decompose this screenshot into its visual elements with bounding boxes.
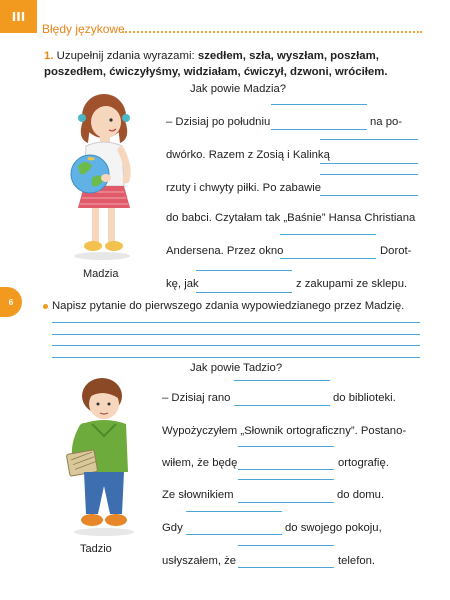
madzia-line-2-text: dwórko. Razem z Zosią i Kalinką (166, 149, 330, 161)
answer-line[interactable] (238, 469, 334, 470)
tadzio-line-5-text: Gdy (162, 522, 183, 534)
section-title: Błędy językowe (42, 22, 125, 36)
page-number-tab: 6 (0, 287, 22, 317)
answer-line[interactable] (52, 322, 420, 323)
answer-line[interactable] (238, 446, 334, 447)
answer-line[interactable] (280, 234, 376, 235)
answer-line[interactable] (238, 502, 334, 503)
tadzio-boy-illustration (62, 374, 142, 538)
answer-line[interactable] (186, 534, 282, 535)
madzia-name-label: Madzia (83, 268, 119, 280)
answer-line[interactable] (52, 345, 420, 346)
tadzio-line-2-text: Wypożyczyłem „Słownik ortograficzny”. Postano- (162, 425, 407, 437)
answer-line[interactable] (238, 567, 334, 568)
madzia-line-5-end: Dorot- (380, 245, 412, 257)
answer-line[interactable] (234, 405, 330, 406)
task-1-instruction (44, 48, 424, 80)
madzia-line-4-text: do babci. Czytałam tak „Baśnie” Hansa Christiana (166, 212, 416, 224)
dotted-divider (122, 31, 422, 33)
madzia-line-3-text: rzuty i chwyty piłki. Po zabawie (166, 182, 322, 194)
answer-line[interactable] (320, 174, 418, 175)
task-number: 1. (44, 50, 54, 62)
answer-line[interactable] (320, 195, 418, 196)
task-1-word-bank: szedłem, szła, wyszłam, poszłam, poszedłem, ćwiczyłyśmy, widziałam, ćwiczył, dzwoni, wróciłem. (44, 50, 388, 78)
tadzio-heading: Jak powie Tadzio? (190, 362, 283, 374)
tadzio-name-label: Tadzio (80, 543, 112, 555)
answer-line[interactable] (234, 380, 330, 381)
tadzio-line-6-text: usłyszałem, że (162, 555, 237, 567)
tadzio-line-4-text: Ze słownikiem (162, 489, 234, 501)
madzia-heading: Jak powie Madzia? (190, 83, 287, 95)
answer-line[interactable] (320, 163, 418, 164)
tadzio-line-4-end: do domu. (337, 489, 385, 501)
madzia-line-1-end: na po- (370, 116, 403, 128)
answer-line[interactable] (238, 545, 334, 546)
madzia-line-6-end: z zakupami ze sklepu. (296, 278, 408, 290)
madzia-girl-illustration (66, 88, 146, 263)
tadzio-line-6-end: telefon. (338, 555, 376, 567)
madzia-line-6-text: kę, jak (166, 278, 199, 290)
answer-line[interactable] (280, 258, 376, 259)
tadzio-line-3-end: ortografię. (338, 457, 389, 469)
tadzio-line-3-text: wiłem, że będę (162, 457, 238, 469)
answer-line[interactable] (271, 129, 367, 130)
madzia-line-1-text: – Dzisiaj po południu (166, 116, 271, 128)
answer-line[interactable] (238, 479, 334, 480)
answer-line[interactable] (52, 334, 420, 335)
task-1-text: Uzupełnij zdania wyrazami: (56, 50, 195, 62)
answer-line[interactable] (52, 357, 420, 358)
chapter-number-badge: III (0, 0, 37, 33)
answer-line[interactable] (186, 511, 282, 512)
madzia-line-5-text: Andersena. Przez okno (166, 245, 284, 257)
answer-line[interactable] (320, 139, 418, 140)
answer-line[interactable] (271, 104, 367, 105)
tadzio-line-5-end: do swojego pokoju, (285, 522, 382, 534)
task-2-bullet-icon (43, 304, 48, 309)
answer-line[interactable] (196, 292, 292, 293)
tadzio-line-1-end: do biblioteki. (333, 392, 396, 404)
answer-line[interactable] (196, 270, 292, 271)
task-2-instruction: Napisz pytanie do pierwszego zdania wypowiedzianego przez Madzię. (52, 300, 405, 312)
tadzio-line-1-text: – Dzisiaj rano (162, 392, 231, 404)
